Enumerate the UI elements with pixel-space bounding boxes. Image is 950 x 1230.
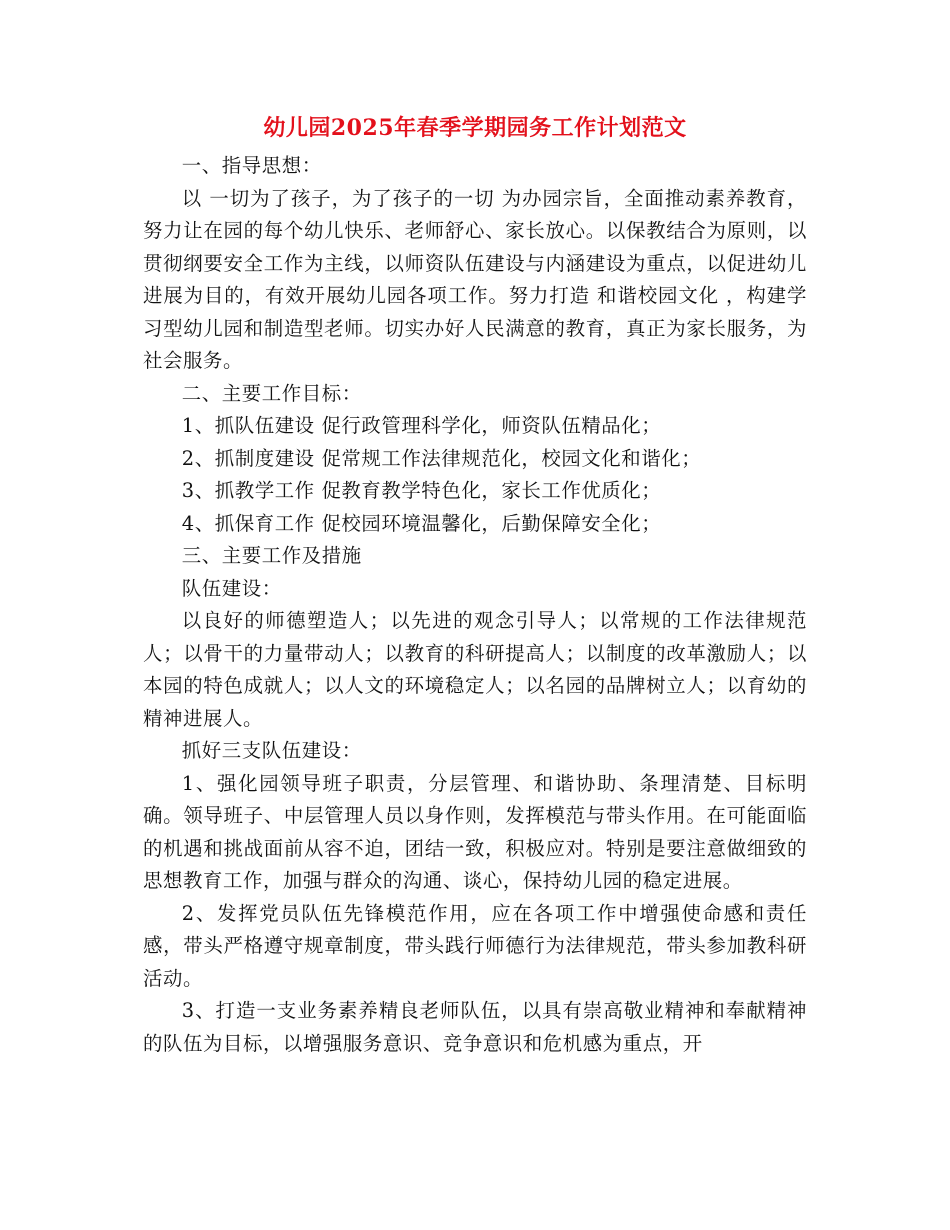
subheading-three-teams: 抓好三支队伍建设： [181, 739, 362, 762]
goal-item-3: 3、抓教学工作 促教育教学特色化，家长工作优质化； [181, 479, 662, 502]
goal-item-1: 1、抓队伍建设 促行政管理科学化，师资队伍精品化； [181, 414, 662, 437]
subheading-team-building: 队伍建设： [181, 576, 282, 600]
paragraph-team-item-1: 1、强化园领导班子职责，分层管理、和谐协助、条理清楚、目标明确。领导班子、中层管理人员以身作则，发挥模范与带头作用。在可能面临的机遇和挑战面前从容不迫，团结一致，积极应对。特别是要注意做细致的思想教育工作，加强与群众的沟通、谈心，保持幼儿园的稳定进展。 [143, 771, 807, 892]
paragraph-guiding-thought: 以 一切为了孩子，为了孩子的一切 为办园宗旨，全面推动素养教育，努力让在园的每个幼儿快乐、老师舒心、家长放心。以保教结合为原则，以贯彻纲要安全工作为主线，以师资队伍建设与内涵建设为重点，以促进幼儿进展为目的，有效开展幼儿园各项工作。努力打造 和谐校园文化 ，构建学习型幼儿园和制造型老师。切实办好人民满意的教育，真正为家长服务，为社会服务。 [143, 186, 807, 372]
section-heading-guiding-thought: 一、指导思想： [181, 154, 322, 177]
document-title: 幼儿园2025年春季学期园务工作计划范文 [263, 115, 687, 141]
paragraph-team-building: 以良好的师德塑造人；以先进的观念引导人；以常规的工作法律规范人；以骨干的力量带动人；以教育的科研提高人；以制度的改革激励人；以本园的特色成就人；以人文的环境稳定人；以名园的品牌树立人；以育幼的精神进展人。 [143, 609, 807, 730]
goal-item-4: 4、抓保育工作 促校园环境温馨化，后勤保障安全化； [181, 511, 662, 535]
section-heading-main-work: 三、主要工作及措施 [181, 544, 362, 567]
section-heading-main-goals: 二、主要工作目标： [181, 381, 362, 405]
document-page [143, 108, 807, 1060]
goal-item-2: 2、抓制度建设 促常规工作法律规范化，校园文化和谐化； [181, 446, 702, 470]
paragraph-team-item-3: 3、打造一支业务素养精良老师队伍，以具有崇高敬业精神和奉献精神的队伍为目标，以增强服务意识、竞争意识和危机感为重点，开 [143, 999, 807, 1055]
paragraph-team-item-2: 2、发挥党员队伍先锋模范作用，应在各项工作中增强使命感和责任感，带头严格遵守规章制度，带头践行师德行为法律规范，带头参加教科研活动。 [143, 901, 807, 990]
